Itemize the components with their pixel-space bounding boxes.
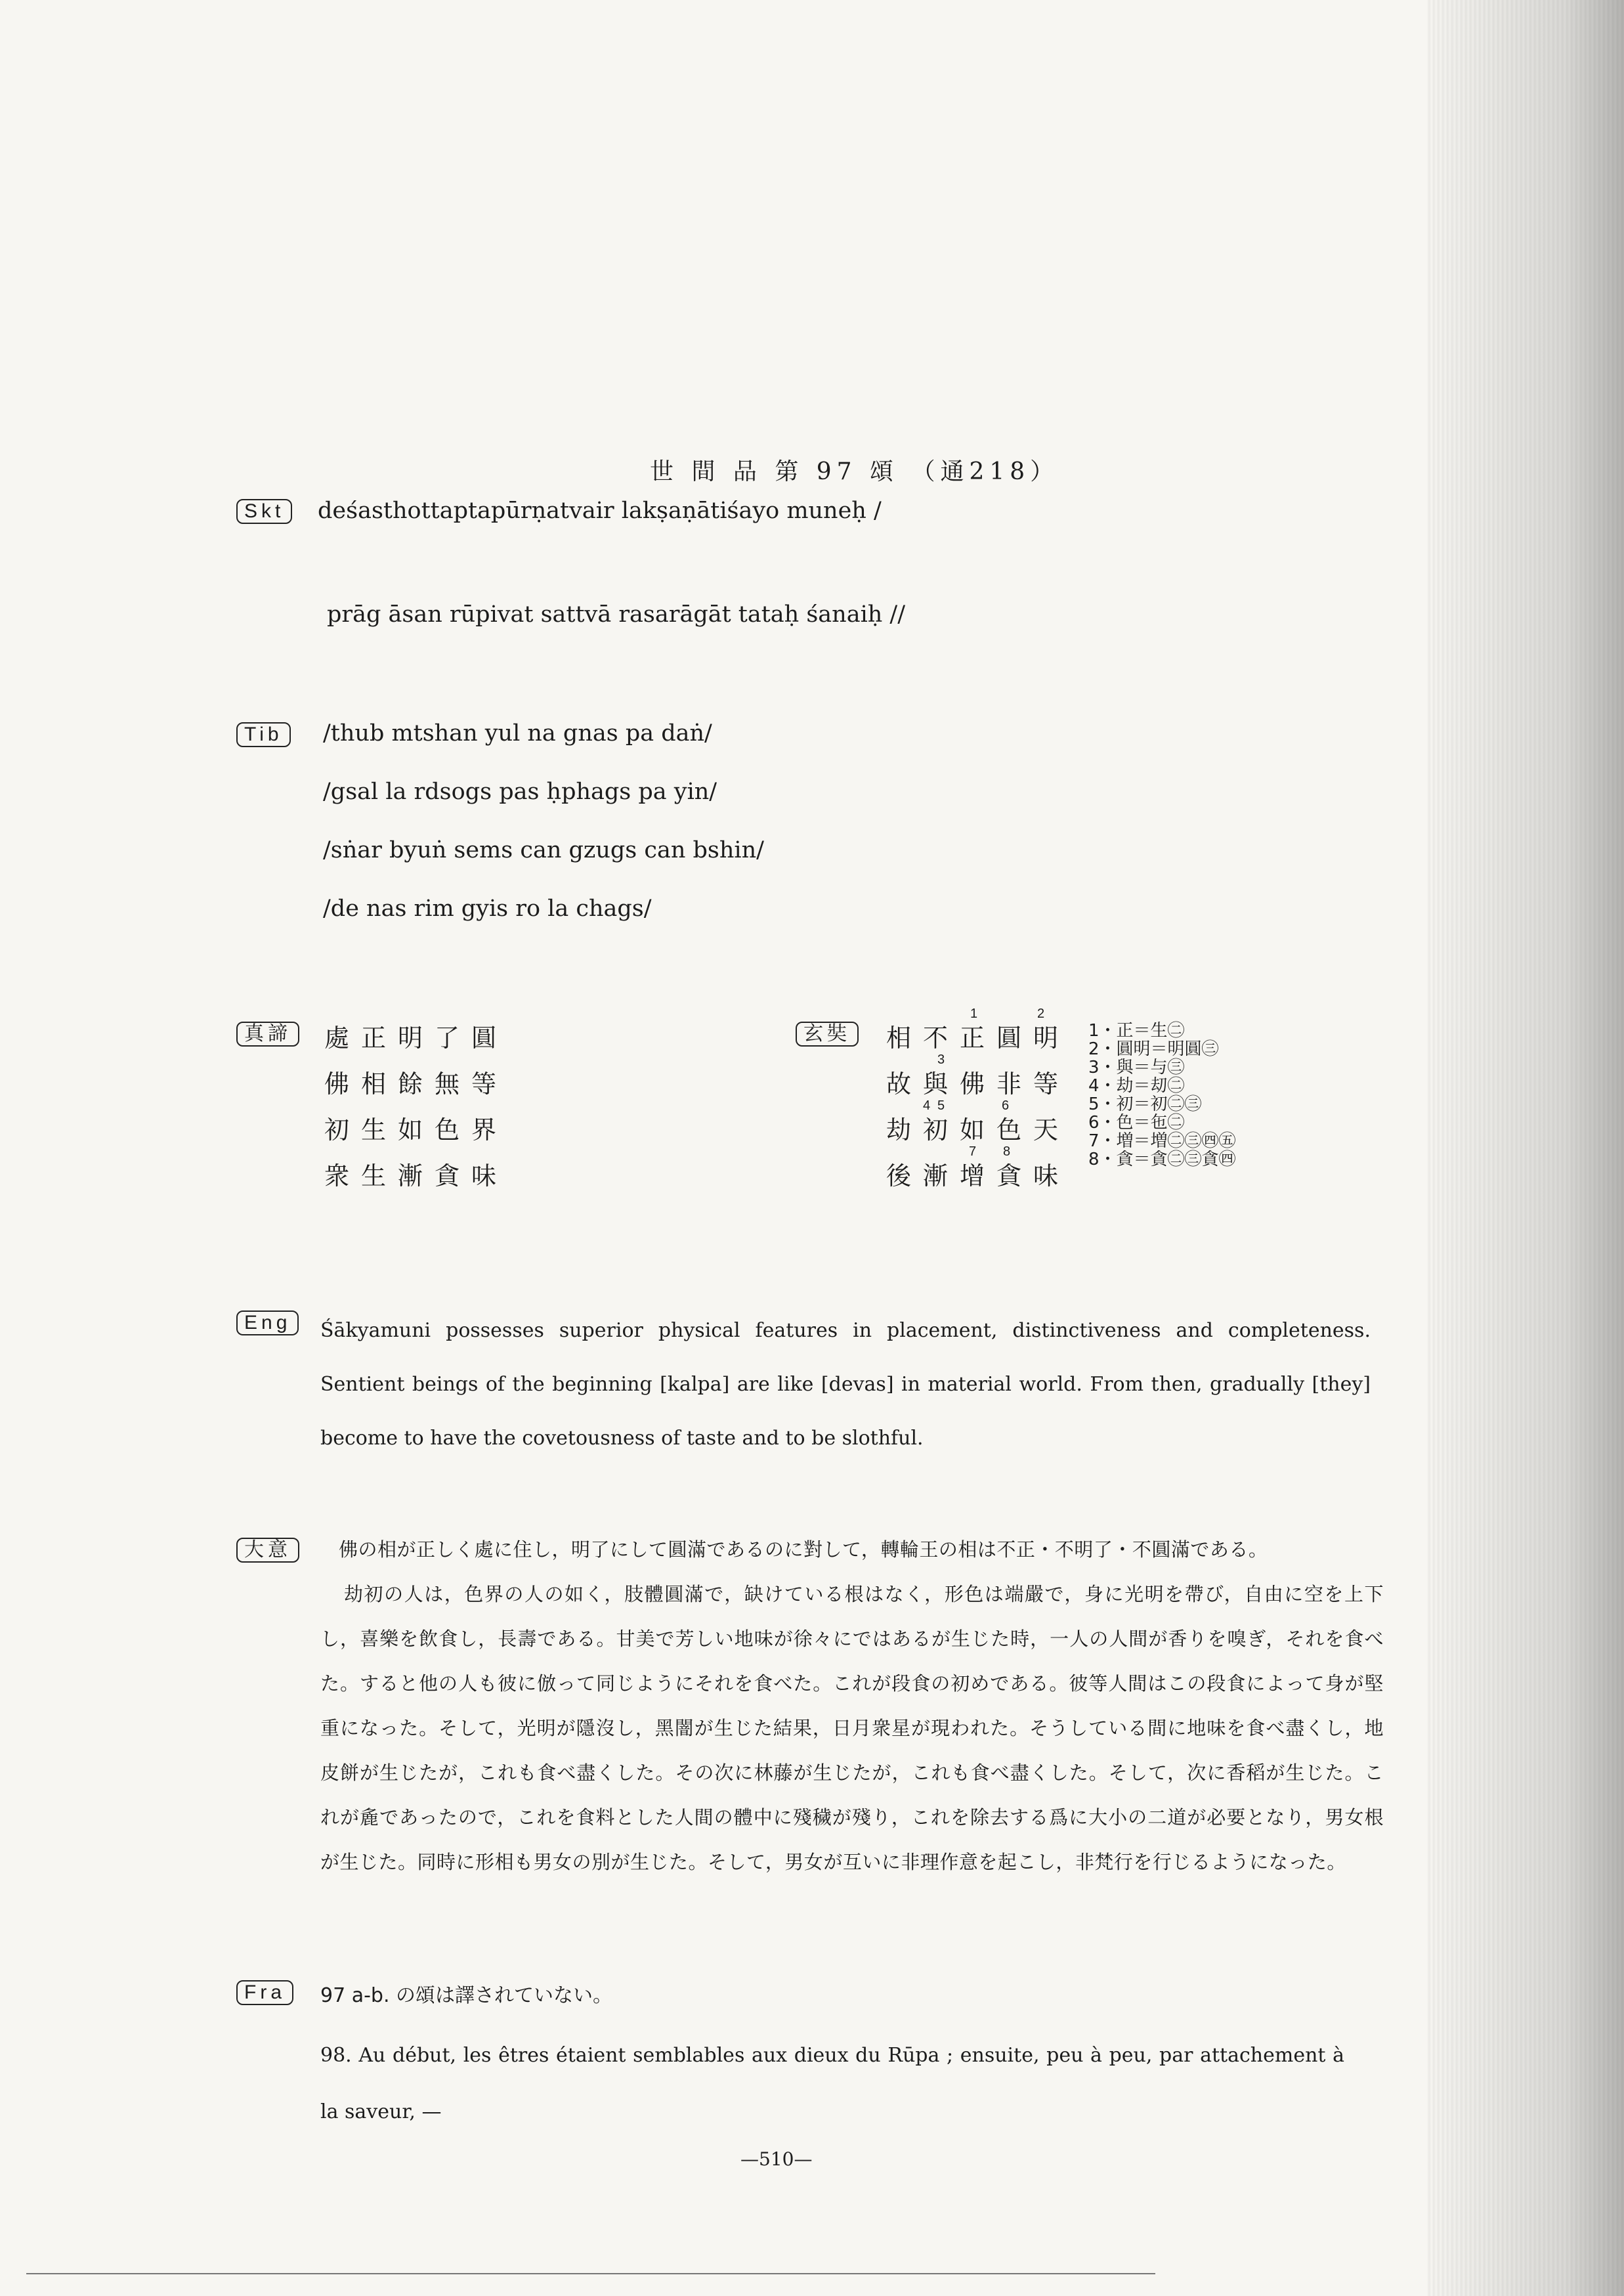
variant-note-4: 4・劫＝刧㊁ — [1088, 1076, 1185, 1096]
eng-translation: Śākyamuni possesses superior physical features in placement, distinctiveness and completeness. Sentient beings of the beginning [kalpa] are like [devas] in material world. From then, gradually [they] become to have the covetousness of taste and to be slothful. — [320, 1319, 1371, 1450]
variant-marker-4: 4 — [923, 1098, 931, 1113]
variant-note-6: 6・色＝㐌㊁ — [1088, 1113, 1185, 1133]
xuanzang-label: 玄奘 — [796, 1022, 859, 1047]
taii-para-2: 劫初の人は，色界の人の如く，肢體圓滿で，缺けている根はなく，形色は端嚴で，身に光明を帶び，自由に空を上下し，喜樂を飲食し，長壽である。甘美で芳しい地味が徐々にではあるが生じた時，一人の人間が香りを嗅ぎ，それを食べた。すると他の人も彼に倣って同じようにそれを食べた。これが段食の初めである。彼等人間はこの段食によって身が堅重になった。そして，光明が隱沒し，黑闇が生じた結果，日月衆星が現われた。そうしている間に地味を食べ盡くし，地皮餅が生じたが，これも食べ盡くした。その次に林藤が生じたが，これも食べ盡くした。そして，次に香稻が生じた。これが麁であったので，これを食料とした人間の體中に殘穢が殘り，これを除去する爲に大小の二道が必要となり，男女根が生じた。同時に形相も男女の別が生じた。そして，男女が互いに非理作意を起こし，非梵行を行じるようになった。 — [320, 1583, 1384, 1873]
fra-translation: 98. Au début, les êtres étaient semblables aux dieux du Rūpa ; ensuite, peu à peu, par attachement à la saveur, — — [320, 2044, 1344, 2123]
tib-line-3: /sṅar byuṅ sems can gzugs can bshin/ — [323, 837, 764, 863]
variant-note-2: 2・圓明＝明圓㊂ — [1088, 1039, 1219, 1059]
zhendi-line-1: 處正明了圓 — [324, 1024, 509, 1052]
bottom-rule — [26, 2273, 1155, 2274]
taii-para-1: 佛の相が正しく處に住し，明了にして圓滿であるのに對して，轉輪王の相は不正・不明了・不圓滿である。 — [339, 1538, 1268, 1561]
variant-note-3: 3・與＝与㊂ — [1088, 1058, 1185, 1077]
zhendi-line-2: 佛相餘無等 — [324, 1070, 509, 1098]
zhendi-line-4: 衆生漸貪味 — [324, 1161, 509, 1190]
variant-marker-8: 8 — [1003, 1144, 1011, 1159]
variant-note-5: 5・初＝初㊁㊂ — [1088, 1094, 1202, 1114]
skt-label: Skt — [236, 499, 292, 524]
tib-line-4: /de nas rim gyis ro la chags/ — [323, 896, 652, 922]
variant-note-7: 7・増＝増㊁㊂㊃㊄ — [1088, 1131, 1236, 1151]
variant-note-1: 1・正＝生㊁ — [1088, 1021, 1185, 1041]
zhendi-line-3: 初生如色界 — [324, 1116, 509, 1144]
fra-note: 97 a-b. の頌は譯されていない。 — [320, 1984, 613, 2007]
eng-label: Eng — [236, 1310, 299, 1335]
variant-note-8: 8・貪＝貪㊁㊂貪㊃ — [1088, 1150, 1236, 1169]
xuanzang-line-4: 後漸增貪味 — [886, 1161, 1071, 1190]
skt-line-2: prāg āsan rūpivat sattvā rasarāgāt tataḥ śanaiḥ // — [327, 601, 906, 628]
xuanzang-line-1: 相不正圓明 — [886, 1024, 1071, 1052]
xuanzang-line-3: 劫初如色天 — [886, 1116, 1071, 1144]
page-number: —510— — [740, 2148, 813, 2170]
variant-marker-7: 7 — [969, 1144, 977, 1159]
scan-edge-shading — [1427, 0, 1624, 2296]
variant-marker-1: 1 — [970, 1007, 978, 1021]
tib-label: Tib — [236, 722, 291, 747]
skt-line-1: deśasthottaptapūrṇatvair lakṣaṇātiśayo muneḥ / — [318, 498, 882, 524]
zhendi-label: 真諦 — [236, 1022, 299, 1047]
variant-marker-2: 2 — [1037, 1007, 1045, 1021]
xuanzang-line-2: 故與佛非等 — [886, 1070, 1071, 1098]
tib-line-1: /thub mtshan yul na gnas pa daṅ/ — [323, 720, 712, 747]
variant-marker-6: 6 — [1002, 1098, 1010, 1113]
page-heading: 世 間 品 第 97 頌 （通218） — [650, 458, 1059, 485]
variant-marker-5: 5 — [937, 1098, 945, 1113]
variant-marker-3: 3 — [937, 1052, 945, 1067]
fra-label: Fra — [236, 1980, 293, 2005]
taii-label: 大意 — [236, 1538, 299, 1563]
tib-line-2: /gsal la rdsogs pas ḥphags pa yin/ — [323, 779, 717, 805]
